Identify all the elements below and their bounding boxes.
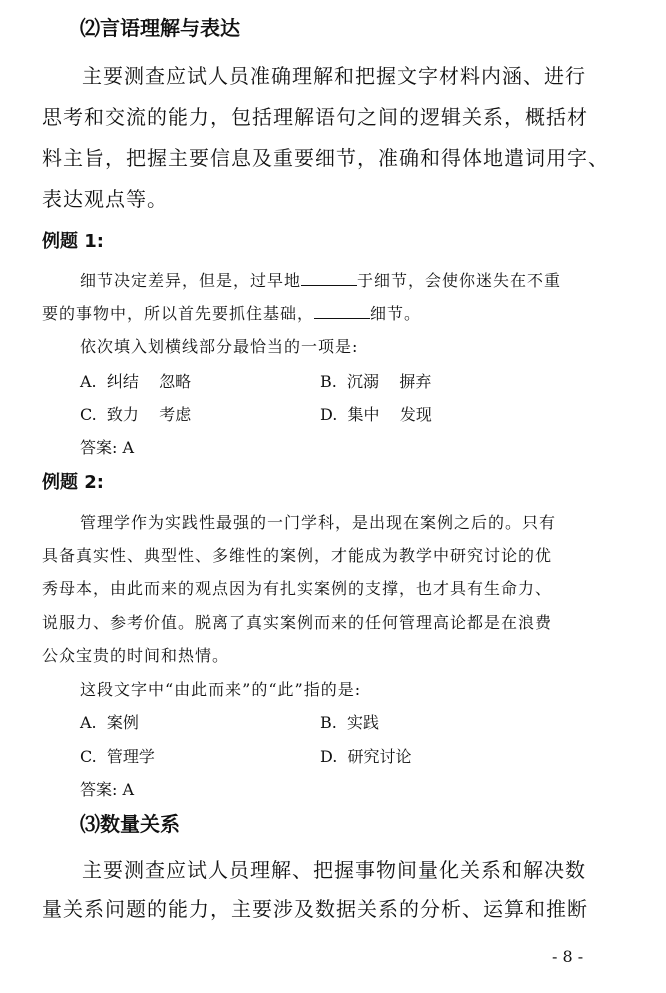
option-b: B. 沉溺 摒弃 (320, 372, 432, 391)
paragraph-line: 量关系问题的能力，主要涉及数据关系的分析、运算和推断 (42, 897, 588, 921)
example-line (42, 301, 421, 324)
option-d: D. 集中 发现 (320, 405, 432, 424)
answer-text: 答案: A (80, 438, 135, 457)
option-c: C. 管理学 (80, 747, 155, 766)
paragraph-line: 主要测查应试人员准确理解和把握文字材料内涵、进行 (82, 64, 586, 88)
example-line (80, 268, 561, 291)
answer-text: 答案: A (80, 780, 135, 799)
paragraph-line: 公众宝贵的时间和热情。 (42, 646, 230, 665)
page-number: - 8 - (552, 947, 584, 966)
option-a: A. 纠结 忽略 (80, 372, 192, 391)
example-label: 例题 2: (42, 472, 104, 493)
option-c: C. 致力 考虑 (80, 405, 192, 424)
section-heading-3: ⑶数量关系 (80, 812, 180, 836)
paragraph-line: 管理学作为实践性最强的一门学科，是出现在案例之后的。只有 (80, 513, 557, 532)
fill-blank (301, 269, 357, 286)
example-label: 例题 1: (42, 231, 104, 252)
question-text: 依次填入划横线部分最恰当的一项是: (80, 337, 359, 356)
paragraph-line: 思考和交流的能力，包括理解语句之间的逻辑关系，概括材 (42, 105, 588, 129)
section-heading-2: ⑵言语理解与表达 (80, 16, 240, 40)
example-text: 细节。 (370, 304, 422, 323)
example-text: 细节决定差异，但是，过早地 (80, 271, 302, 290)
paragraph-line: 料主旨，把握主要信息及重要细节，准确和得体地遣词用字、 (42, 146, 609, 170)
paragraph-line: 主要测查应试人员理解、把握事物间量化关系和解决数 (82, 858, 586, 882)
option-b: B. 实践 (320, 713, 380, 732)
option-a: A. 案例 (80, 713, 139, 732)
question-text: 这段文字中“由此而来”的“此”指的是: (80, 680, 362, 699)
option-d: D. 研究讨论 (320, 747, 412, 766)
paragraph-line: 表达观点等。 (42, 187, 168, 211)
fill-blank (314, 302, 370, 319)
paragraph-line: 秀母本，由此而来的观点因为有扎实案例的支撑，也才具有生命力、 (42, 579, 553, 598)
example-text: 要的事物中，所以首先要抓住基础， (42, 304, 315, 323)
example-text: 于细节，会使你迷失在不重 (357, 271, 562, 290)
paragraph-line: 具备真实性、典型性、多维性的案例，才能成为教学中研究讨论的优 (42, 546, 553, 565)
paragraph-line: 说服力、参考价值。脱离了真实案例而来的任何管理高论都是在浪费 (42, 613, 553, 632)
